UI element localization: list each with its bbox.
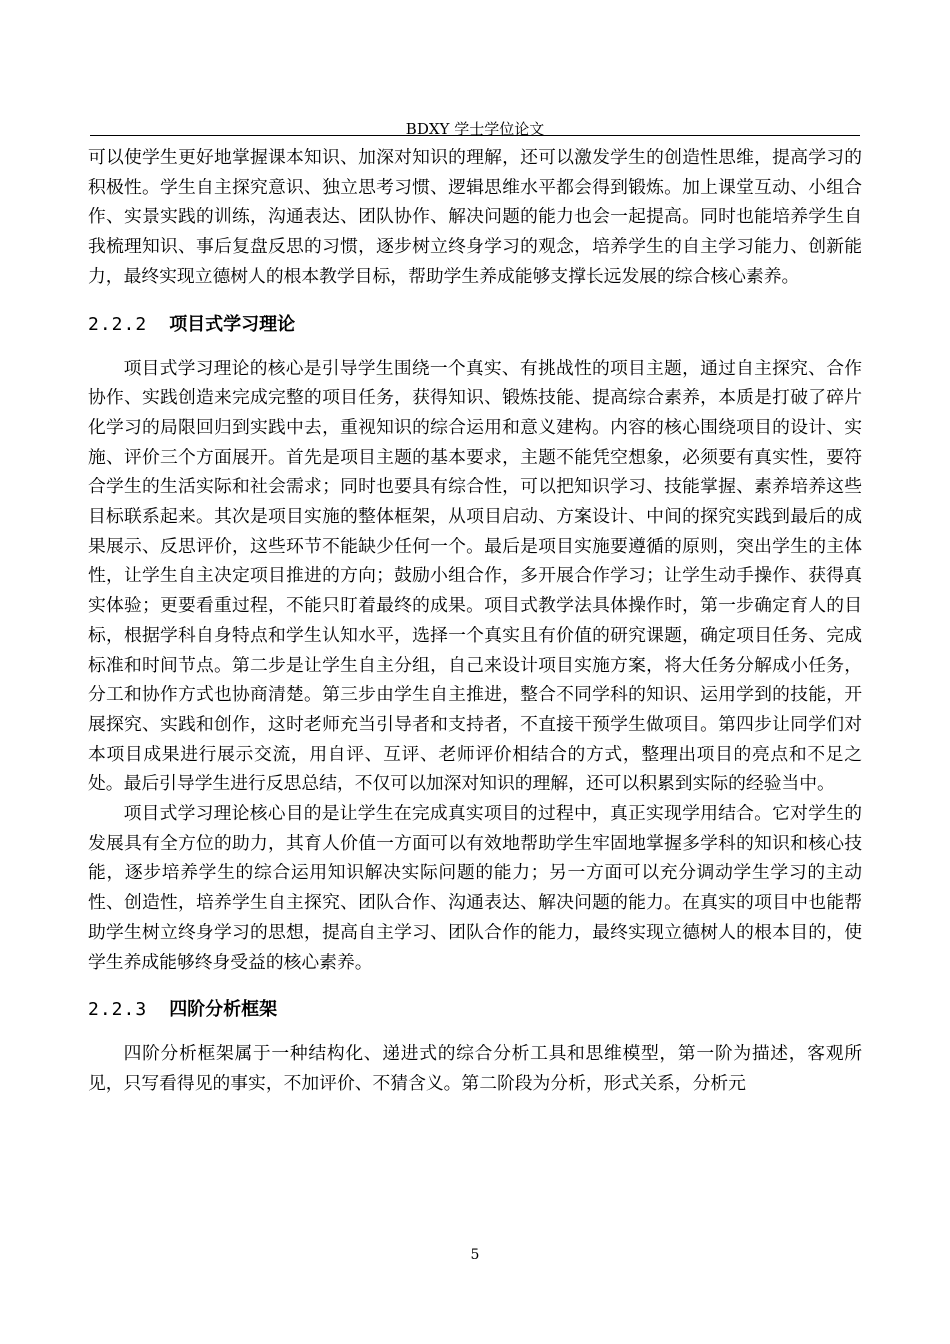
section-number: 2.2.3 bbox=[88, 999, 148, 1021]
section-title: 四阶分析框架 bbox=[169, 999, 278, 1021]
section-number: 2.2.2 bbox=[88, 313, 148, 335]
continued-paragraph: 可以使学生更好地掌握课本知识、加深对知识的理解，还可以激发学生的创造性思维，提高学习的积极性。学生自主探究意识、独立思考习惯、逻辑思维水平都会得到锻炼。加上课堂互动、小组合作、实景实践的训练，沟通表达、团队协作、解决问题的能力也会一起提高。同时也能培养学生自我梳理知识、事后复盘反思的习惯，逐步树立终身学习的观念，培养学生的自主学习能力、创新能力，最终实现立德树人的根本教学目标，帮助学生养成能够支撑长远发展的综合核心素养。 bbox=[88, 147, 862, 287]
running-header: BDXY 学士学位论文 bbox=[405, 120, 545, 138]
section-title: 项目式学习理论 bbox=[169, 313, 296, 335]
body-paragraph: 项目式学习理论核心目的是让学生在完成真实项目的过程中，真正实现学用结合。它对学生的发展具有全方位的助力，其育人价值一方面可以有效地帮助学生牢固地掌握多学科的知识和核心技能，逐步培养学生的综合运用知识解决实际问题的能力；另一方面可以充分调动学生学习的主动性、创造性，培养学生自主探究、团队合作、沟通表达、解决问题的能力。在真实的项目中也能帮助学生树立终身学习的思想，提高自主学习、团队合作的能力，最终实现立德树人的根本目的，使学生养成能够终身受益的核心素养。 bbox=[88, 803, 862, 973]
body-paragraph: 四阶分析框架属于一种结构化、递进式的综合分析工具和思维模型，第一阶为描述，客观所见，只写看得见的事实，不加评价、不猜含义。第二阶段为分析，形式关系，分析元 bbox=[88, 1043, 862, 1094]
page-number: 5 bbox=[470, 1247, 480, 1263]
body-paragraph: 项目式学习理论的核心是引导学生围绕一个真实、有挑战性的项目主题，通过自主探究、合作协作、实践创造来完成完整的项目任务，获得知识、锻炼技能、提高综合素养，本质是打破了碎片化学习的局限回归到实践中去，重视知识的综合运用和意义建构。内容的核心围绕项目的设计、实施、评价三个方面展开。首先是项目主题的基本要求，主题不能凭空想象，必须要有真实性，要符合学生的生活实际和社会需求；同时也要具有综合性，可以把知识学习、技能掌握、素养培养这些目标联系起来。其次是项目实施的整体框架，从项目启动、方案设计、中间的探究实践到最后的成果展示、反思评价，这些环节不能缺少任何一个。最后是项目实施要遵循的原则，突出学生的主体性，让学生自主决定项目推进的方向；鼓励小组合作，多开展合作学习；让学生动手操作、获得真实体验；更要看重过程，不能只盯着最终的成果。项目式教学法具体操作时，第一步确定育人的目标，根据学科自身特点和学生认知水平，选择一个真实且有价值的研究课题，确定项目任务、完成标准和时间节点。第二步是让学生自主分组，自己来设计项目实施方案，将大任务分解成小任务，分工和协作方式也协商清楚。第三步由学生自主推进，整合不同学科的知识、运用学到的技能，开展探究、实践和创作，这时老师充当引导者和支持者，不直接干预学生做项目。第四步让同学们对本项目成果进行展示交流，用自评、互评、老师评价相结合的方式，整理出项目的亮点和不足之处。最后引导学生进行反思总结，不仅可以加深对知识的理解，还可以积累到实际的经验当中。 bbox=[88, 357, 862, 795]
header-rule bbox=[90, 135, 860, 136]
section-heading-2-2-2 bbox=[88, 310, 862, 340]
page-body bbox=[88, 143, 862, 1099]
section-heading-2-2-3 bbox=[88, 995, 862, 1025]
